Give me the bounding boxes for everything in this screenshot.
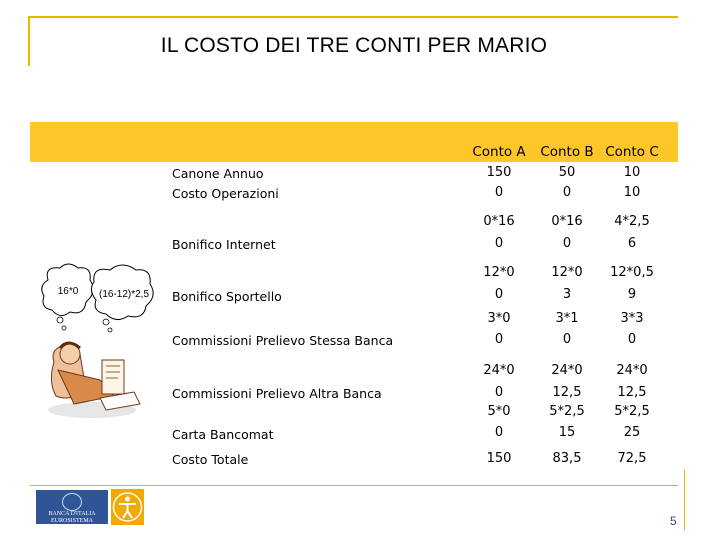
cell-r10-b: 5*2,5 (549, 404, 585, 419)
cell-r12-b: 83,5 (552, 451, 582, 466)
label-costo-totale: Costo Totale (172, 452, 249, 467)
cell-r7-a: 0 (494, 332, 504, 347)
cell-r11-a: 0 (494, 425, 504, 440)
cell-r7-b: 0 (562, 332, 572, 347)
bubble-right-text: (16-12)*2,5 (98, 289, 150, 300)
logo-line-1: BANCA D'ITALIA (48, 511, 96, 517)
header-conto-a: Conto A (472, 144, 526, 160)
cell-r3-c: 6 (627, 236, 637, 251)
footer-vertical-line (684, 470, 685, 530)
cell-r5-c: 9 (627, 287, 637, 302)
cell-r1-c: 10 (623, 185, 641, 200)
cell-r12-a: 150 (486, 451, 512, 466)
cell-r4-a: 12*0 (483, 265, 515, 280)
cell-r11-b: 15 (558, 425, 576, 440)
cell-r9-b: 12,5 (552, 385, 582, 400)
cell-r3-b: 0 (562, 236, 572, 251)
cell-r3-a: 0 (494, 236, 504, 251)
bubble-left-text: 16*0 (57, 286, 79, 297)
label-prelievo-stessa-banca: Commissioni Prelievo Stessa Banca (172, 333, 394, 348)
cell-r6-b: 3*1 (555, 311, 579, 326)
footer-divider (30, 485, 678, 486)
cell-r11-c: 25 (623, 425, 641, 440)
cell-r0-c: 10 (623, 165, 641, 180)
cell-r4-b: 12*0 (551, 265, 583, 280)
logo-line-2: EUROSISTEMA (50, 518, 93, 524)
cell-r1-a: 0 (494, 185, 504, 200)
cell-r8-c: 24*0 (616, 363, 648, 378)
cell-r1-b: 0 (562, 185, 572, 200)
bank-emblem-icon (62, 493, 82, 511)
cell-r5-a: 0 (494, 287, 504, 302)
cell-r9-c: 12,5 (617, 385, 647, 400)
cell-r10-a: 5*0 (487, 404, 511, 419)
man-at-desk-icon (48, 343, 140, 418)
label-costo-operazioni: Costo Operazioni (172, 186, 279, 201)
thought-bubble-right (91, 265, 153, 332)
cell-r6-a: 3*0 (487, 311, 511, 326)
header-conto-b: Conto B (540, 144, 594, 160)
cell-r8-b: 24*0 (551, 363, 583, 378)
cell-r0-b: 50 (558, 165, 576, 180)
cell-r4-c: 12*0,5 (610, 265, 654, 280)
cell-r9-a: 0 (494, 385, 504, 400)
label-prelievo-altra-banca: Commissioni Prelievo Altra Banca (172, 386, 382, 401)
label-canone-annuo: Canone Annuo (172, 166, 264, 181)
label-bonifico-internet: Bonifico Internet (172, 237, 276, 252)
man-thinking-illustration (40, 262, 170, 422)
cell-r7-c: 0 (627, 332, 637, 347)
cell-r8-a: 24*0 (483, 363, 515, 378)
cell-r12-c: 72,5 (617, 451, 647, 466)
label-bonifico-sportello: Bonifico Sportello (172, 289, 282, 304)
banca-italia-logo (36, 490, 108, 524)
header-conto-c: Conto C (605, 144, 659, 160)
page-number: 5 (670, 514, 677, 528)
cell-r5-b: 3 (562, 287, 572, 302)
cell-r2-a: 0*16 (483, 214, 515, 229)
label-carta-bancomat: Carta Bancomat (172, 427, 274, 442)
cell-r10-c: 5*2,5 (614, 404, 650, 419)
accessibility-person-icon (111, 489, 144, 525)
frame-top-border (28, 16, 678, 18)
cell-r0-a: 150 (486, 165, 512, 180)
cell-r6-c: 3*3 (620, 311, 644, 326)
cell-r2-b: 0*16 (551, 214, 583, 229)
thought-bubble-left (42, 264, 93, 330)
slide-title: IL COSTO DEI TRE CONTI PER MARIO (160, 34, 548, 57)
cell-r2-c: 4*2,5 (614, 214, 650, 229)
